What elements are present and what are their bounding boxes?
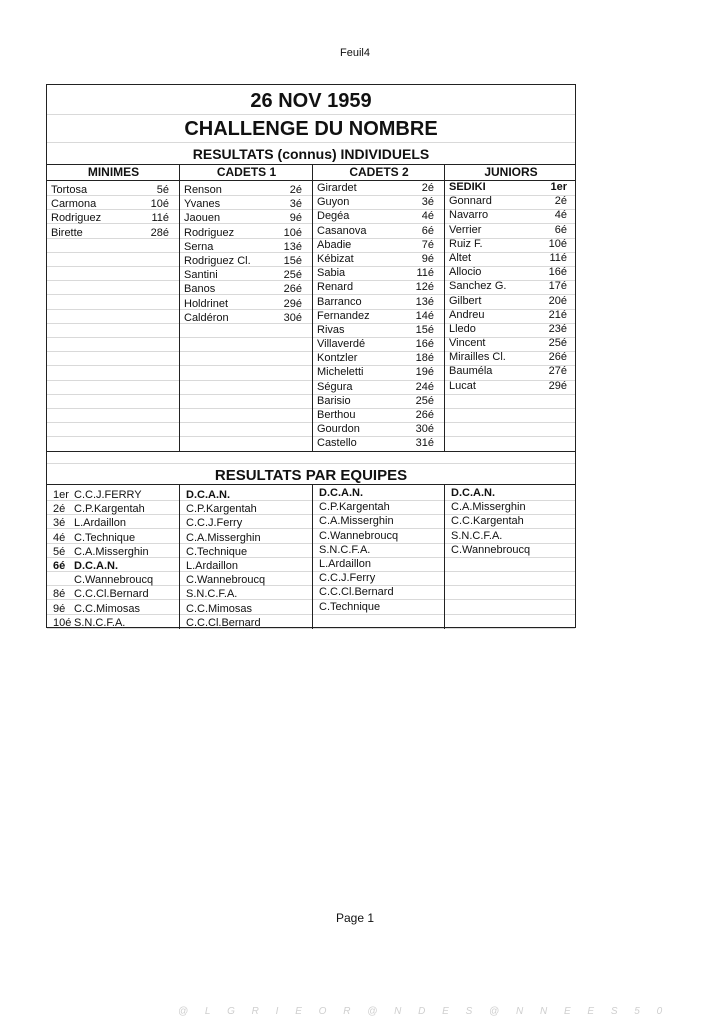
athlete-name: Renson [184, 184, 222, 196]
result-row [313, 252, 444, 266]
athlete-name: Navarro [449, 209, 489, 222]
column-head-juniors: JUNIORS [484, 165, 538, 179]
athlete-name: Lledo [449, 322, 476, 335]
athlete-rank: 10é [283, 226, 302, 239]
team-position: 8é [53, 588, 66, 601]
result-row [445, 350, 577, 364]
result-row [180, 226, 312, 240]
team-row [180, 573, 312, 587]
result-row [47, 183, 179, 197]
result-row [180, 197, 312, 211]
athlete-rank: 21é [548, 308, 567, 321]
athlete-name: Degéa [317, 210, 350, 223]
athlete-name: Rodriguez Cl. [184, 254, 251, 267]
athlete-name: Yvanes [184, 198, 221, 211]
team-row [180, 545, 312, 559]
result-row [313, 309, 444, 323]
team-row [445, 543, 577, 557]
athlete-rank: 28é [150, 226, 169, 239]
team-header-divider [47, 484, 575, 485]
team-position: 3é [53, 517, 66, 530]
team-position: 5é [53, 545, 66, 558]
athlete-rank: 1er [550, 181, 567, 193]
team-name: C.C.J.FERRY [74, 489, 142, 501]
athlete-name: Mirailles Cl. [449, 351, 506, 364]
athlete-name: Micheletti [317, 366, 364, 379]
athlete-name: Gourdon [317, 423, 360, 436]
team-name: D.C.A.N. [319, 487, 363, 499]
athlete-name: Casanova [317, 224, 367, 237]
team-name: L.Ardaillon [74, 517, 126, 530]
athlete-name: Villaverdé [317, 338, 366, 351]
athlete-rank: 30é [415, 423, 434, 436]
minimes-list [47, 183, 179, 240]
team-results-title: RESULTATS PAR EQUIPES [214, 467, 408, 484]
athlete-name: Gonnard [449, 195, 492, 208]
result-row [47, 197, 179, 211]
athlete-name: Sanchez G. [449, 280, 507, 293]
result-row [180, 254, 312, 268]
result-row [313, 224, 444, 238]
athlete-name: Barisio [317, 394, 351, 407]
athlete-rank: 2é [289, 184, 302, 196]
team-row [180, 616, 312, 630]
team-name: C.P.Kargentah [186, 503, 257, 516]
athlete-rank: 25é [415, 394, 434, 407]
athlete-rank: 6é [554, 223, 567, 236]
athlete-rank: 16é [548, 266, 567, 279]
result-row [445, 336, 577, 350]
result-row [180, 282, 312, 296]
athlete-rank: 26é [415, 409, 434, 421]
result-row [180, 268, 312, 282]
athlete-rank: 29é [283, 297, 302, 310]
athlete-name: Guyon [317, 196, 350, 209]
athlete-rank: 12é [415, 281, 434, 294]
athlete-rank: 4é [421, 210, 434, 223]
juniors-list [445, 180, 577, 393]
team-row [313, 486, 444, 500]
team-row [47, 488, 179, 502]
result-row [313, 238, 444, 252]
athlete-rank: 2é [421, 182, 434, 194]
result-row [445, 251, 577, 265]
individual-results-title: RESULTATS (connus) INDIVIDUELS [192, 146, 430, 162]
team-row [47, 502, 179, 516]
athlete-name: Ségura [317, 380, 353, 393]
result-row [445, 223, 577, 237]
athlete-rank: 29é [548, 379, 567, 392]
athlete-name: Altet [449, 251, 472, 264]
athlete-name: Andreu [449, 308, 485, 321]
event-date: 26 NOV 1959 [250, 90, 372, 112]
sheet-name: Feuil4 [340, 47, 370, 59]
athlete-name: Rodriguez [51, 212, 102, 225]
result-row [313, 365, 444, 379]
athlete-name: Serna [184, 240, 214, 253]
team-row [47, 516, 179, 530]
team-position: 10é [53, 616, 72, 629]
team-row [313, 514, 444, 528]
team-row [180, 587, 312, 601]
column-head-cadets2: CADETS 2 [349, 165, 409, 179]
team-name: S.N.C.F.A. [186, 588, 238, 601]
team-position: 2é [53, 503, 66, 516]
team-name: C.C.Kargentah [451, 515, 524, 528]
team-row [313, 543, 444, 557]
athlete-name: Abadie [317, 238, 352, 251]
result-row [445, 364, 577, 378]
team-name: D.C.A.N. [74, 559, 118, 572]
athlete-name: Santini [184, 269, 218, 282]
athlete-rank: 15é [283, 254, 302, 267]
team-name: C.C.J.Ferry [186, 517, 243, 530]
challenge-title: CHALLENGE DU NOMBRE [184, 118, 438, 140]
athlete-name: Castello [317, 437, 357, 450]
result-row [313, 351, 444, 365]
team-row [47, 531, 179, 545]
team-row [180, 531, 312, 545]
team-name: S.N.C.F.A. [319, 543, 371, 556]
athlete-rank: 20é [548, 294, 567, 307]
result-row [445, 279, 577, 293]
athlete-rank: 3é [421, 196, 434, 209]
team-name: C.A.Misserghin [451, 501, 526, 514]
athlete-name: Holdrinet [184, 297, 229, 310]
team-row [180, 559, 312, 573]
team-row [180, 502, 312, 516]
athlete-name: Rodriguez [184, 226, 235, 239]
athlete-rank: 9é [289, 212, 302, 225]
team-name: C.C.Cl.Bernard [319, 586, 394, 599]
athlete-rank: 26é [283, 283, 302, 296]
result-row [313, 195, 444, 209]
team-name: C.Technique [74, 531, 136, 544]
result-row [313, 408, 444, 422]
result-row [313, 394, 444, 408]
team-row [47, 602, 179, 616]
section-divider [47, 451, 575, 452]
athlete-name: Berthou [317, 409, 356, 421]
result-row [180, 240, 312, 254]
team-name: S.N.C.F.A. [451, 529, 503, 542]
athlete-name: Banos [184, 283, 216, 296]
team-name: C.P.Kargentah [319, 501, 390, 514]
team-row [445, 529, 577, 543]
athlete-rank: 11é [549, 251, 567, 264]
grid-rule [47, 436, 575, 437]
athlete-name: Caldéron [184, 311, 229, 324]
athlete-name: Rivas [317, 323, 345, 336]
team-juniors-list [445, 486, 577, 557]
athlete-rank: 19é [415, 366, 434, 379]
athlete-rank: 3é [289, 198, 302, 211]
result-row [47, 211, 179, 225]
result-row [313, 209, 444, 223]
athlete-rank: 27é [548, 365, 567, 378]
result-row [445, 237, 577, 251]
result-row [445, 208, 577, 222]
team-row [47, 616, 179, 630]
athlete-rank: 17é [548, 280, 567, 293]
result-row [47, 226, 179, 240]
athlete-rank: 25é [283, 269, 302, 282]
team-row [445, 500, 577, 514]
athlete-rank: 5é [156, 184, 169, 196]
result-row [313, 436, 444, 450]
athlete-rank: 4é [554, 209, 567, 222]
athlete-name: Fernandez [317, 309, 370, 322]
team-name: C.C.Cl.Bernard [186, 616, 261, 629]
athlete-name: SEDIKI [449, 181, 486, 193]
result-row [313, 280, 444, 294]
athlete-rank: 23é [548, 322, 567, 335]
team-name: C.A.Misserghin [74, 545, 149, 558]
team-name: C.Wannebroucq [74, 574, 154, 587]
result-row [445, 294, 577, 308]
result-row [445, 322, 577, 336]
team-row [180, 516, 312, 530]
team-name: C.Technique [186, 545, 248, 558]
team-row [313, 585, 444, 599]
team-name: S.N.C.F.A. [74, 616, 126, 629]
column-head-minimes: MINIMES [87, 165, 140, 179]
team-name: C.C.Mimosas [186, 602, 253, 615]
team-name: L.Ardaillon [186, 559, 238, 572]
athlete-name: Sabia [317, 267, 346, 280]
team-row [313, 557, 444, 571]
team-row [47, 545, 179, 559]
team-name: C.C.J.Ferry [319, 572, 376, 585]
athlete-rank: 10é [548, 237, 567, 250]
athlete-rank: 25é [548, 337, 567, 350]
athlete-name: Allocio [449, 266, 482, 279]
team-name: C.Wannebroucq [451, 543, 531, 556]
result-row [180, 211, 312, 225]
result-row [445, 265, 577, 279]
athlete-name: Lucat [449, 379, 476, 392]
team-row [180, 488, 312, 502]
athlete-rank: 13é [283, 240, 302, 253]
team-cadets1-list [180, 488, 312, 630]
result-row [313, 422, 444, 436]
team-name: C.A.Misserghin [186, 531, 261, 544]
team-name: C.C.Mimosas [74, 602, 141, 615]
athlete-name: Barranco [317, 295, 362, 308]
athlete-name: Renard [317, 281, 354, 294]
team-name: L.Ardaillon [319, 557, 371, 570]
team-row [445, 514, 577, 528]
team-name: C.C.Cl.Bernard [74, 588, 149, 601]
archive-watermark: @ L G R I E O R @ N D E S @ N N E E S 5 0 [178, 1006, 670, 1017]
result-row [313, 323, 444, 337]
team-row [47, 559, 179, 573]
athlete-rank: 11é [151, 212, 169, 225]
grid-rule [47, 394, 575, 395]
team-row [180, 602, 312, 616]
result-row [313, 266, 444, 280]
result-row [445, 308, 577, 322]
team-row [313, 600, 444, 614]
team-name: C.P.Kargentah [74, 503, 145, 516]
athlete-rank: 11é [416, 267, 434, 280]
athlete-name: Verrier [449, 223, 482, 236]
team-name: D.C.A.N. [186, 489, 230, 501]
team-name: C.Wannebroucq [319, 529, 399, 542]
results-table [46, 84, 576, 628]
athlete-rank: 13é [415, 295, 434, 308]
team-name: C.Wannebroucq [186, 574, 266, 587]
athlete-name: Girardet [317, 182, 357, 194]
athlete-rank: 24é [415, 380, 434, 393]
team-row [313, 500, 444, 514]
athlete-rank: 14é [415, 309, 434, 322]
team-name: C.Technique [319, 600, 381, 613]
team-name: D.C.A.N. [451, 487, 495, 499]
result-row [313, 337, 444, 351]
athlete-name: Birette [51, 226, 83, 239]
column-head-cadets1: CADETS 1 [216, 165, 277, 179]
athlete-name: Carmona [51, 198, 97, 211]
athlete-rank: 26é [548, 351, 567, 364]
team-row [445, 486, 577, 500]
cadets2-list [313, 181, 444, 451]
athlete-name: Ruiz F. [449, 237, 483, 250]
team-row [313, 529, 444, 543]
page-number: Page 1 [335, 911, 375, 925]
athlete-rank: 15é [415, 323, 434, 336]
athlete-rank: 2é [554, 195, 567, 208]
result-row [180, 297, 312, 311]
team-name: C.A.Misserghin [319, 515, 394, 528]
result-row [313, 181, 444, 195]
athlete-rank: 10é [150, 198, 169, 211]
athlete-rank: 30é [283, 311, 302, 324]
team-overall-list [47, 488, 179, 630]
team-row [47, 573, 179, 587]
athlete-name: Kébizat [317, 252, 354, 265]
result-row [445, 194, 577, 208]
result-row [180, 311, 312, 325]
athlete-name: Jaouen [184, 212, 221, 225]
athlete-rank: 31é [415, 437, 434, 450]
team-row [313, 571, 444, 585]
grid-rule [47, 422, 575, 423]
team-position: 9é [53, 602, 66, 615]
athlete-name: Gilbert [449, 294, 482, 307]
athlete-name: Bauméla [449, 365, 493, 378]
team-cadets2-list [313, 486, 444, 614]
athlete-rank: 6é [421, 224, 434, 237]
result-row [313, 380, 444, 394]
athlete-rank: 18é [415, 352, 434, 365]
athlete-rank: 7é [421, 238, 434, 251]
result-row [445, 180, 577, 194]
grid-rule [47, 408, 575, 409]
result-row [313, 295, 444, 309]
athlete-name: Vincent [449, 337, 486, 350]
athlete-name: Kontzler [317, 352, 358, 365]
team-position: 1er [53, 489, 69, 501]
result-row [445, 379, 577, 393]
result-row [180, 183, 312, 197]
cadets1-list [180, 183, 312, 325]
team-position: 4é [53, 531, 66, 544]
athlete-rank: 9é [421, 252, 434, 265]
athlete-rank: 16é [415, 338, 434, 351]
athlete-name: Tortosa [51, 184, 88, 196]
team-position: 6é [53, 559, 66, 572]
team-row [47, 587, 179, 601]
